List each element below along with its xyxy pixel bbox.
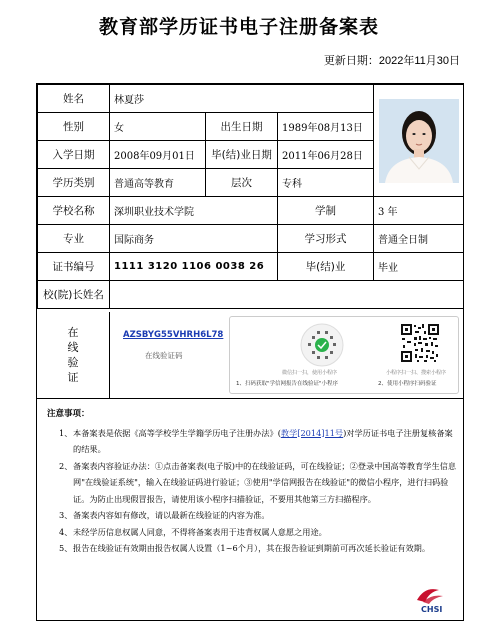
chsi-logo-icon	[413, 584, 453, 614]
value-entry: 2008年09月01日	[110, 141, 206, 169]
label-grad-status: 毕(结)业	[278, 253, 374, 281]
value-gender: 女	[110, 113, 206, 141]
search-hint: 小程序扫一扫、搜索小程序	[386, 370, 447, 376]
record-frame	[36, 83, 464, 621]
label-study-form: 学习形式	[278, 225, 374, 253]
verify-step-2: 2、使用小程序扫码验证	[378, 381, 437, 387]
label-gender: 性别	[38, 113, 110, 141]
regulation-link[interactable]: 教学[2014]11号	[280, 427, 344, 438]
update-date: 更新日期：2022年11月30日	[323, 55, 460, 67]
wechat-mini-program-code-icon	[300, 323, 344, 367]
value-edu-type: 普通高等教育	[110, 169, 206, 197]
label-birth: 出生日期	[206, 113, 278, 141]
mini-program-hint: 微信扫一扫，使用小程序	[282, 370, 338, 376]
page-title: 教育部学历证书电子注册备案表	[98, 16, 379, 38]
label-grad-date: 毕(结)业日期	[206, 141, 278, 169]
value-study-form: 普通全日制	[374, 225, 464, 253]
label-school: 学校名称	[38, 197, 110, 225]
value-major: 国际商务	[110, 225, 278, 253]
value-name: 林夏莎	[110, 85, 374, 113]
value-school: 深圳职业技术学院	[110, 197, 278, 225]
svg-text:CHSI: CHSI	[421, 605, 443, 614]
value-level: 专科	[278, 169, 374, 197]
label-principal: 校(院)长姓名	[38, 281, 110, 309]
label-name: 姓名	[38, 85, 110, 113]
label-edu-type: 学历类别	[38, 169, 110, 197]
verify-step-1: 1、扫码获取"学信网报告在线验证"小程序	[236, 381, 339, 387]
label-duration: 学制	[278, 197, 374, 225]
online-verify-row	[37, 312, 463, 399]
label-major: 专业	[38, 225, 110, 253]
note-item-1: 1、 本备案表是依据《高等学校学生学籍学历电子注册办法》(教学[2014]11号)对学历证书电子注册复核备案的结果。	[59, 427, 453, 454]
verify-code-link[interactable]: AZSBYG55VHRH6L78	[123, 330, 224, 340]
label-level: 层次	[206, 169, 278, 197]
value-duration: 3 年	[374, 197, 464, 225]
value-grad-status: 毕业	[374, 253, 464, 281]
verify-code-caption: 在线验证码	[145, 351, 183, 360]
notes-section	[47, 406, 457, 557]
note-item-5: 5、 报告在线验证有效期由报告权属人设置（1~6个月），其在报告验证到期前可再次延长验证有效期。	[59, 543, 431, 553]
label-online-verify: 在 线 验 证	[37, 312, 110, 398]
qr-code-icon	[400, 323, 440, 363]
value-principal	[110, 281, 464, 309]
label-entry: 入学日期	[38, 141, 110, 169]
note-item-2: 2、 备案表内容验证办法：①点击备案表(电子版)中的在线验证码，可在线验证；②登录中国高等教育学生信息网"在线验证系统"，输入在线验证码进行验证；③使用"学信网报告在线验证"的微信小程序，进行扫码验证。为防止出现假冒报告，请使用该小程序扫描验证，不要用其他第三方扫描程序。	[59, 460, 457, 504]
value-grad-date: 2011年06月28日	[278, 141, 374, 169]
label-cert-no: 证书编号	[38, 253, 110, 281]
value-birth: 1989年08月13日	[278, 113, 374, 141]
notes-heading: 注意事项：	[47, 409, 90, 419]
note-item-4: 4、 未经学历信息权属人同意，不得将备案表用于违背权属人意愿之用途。	[59, 526, 327, 537]
qr-panel	[229, 316, 459, 394]
value-cert-no: 1111 3120 1106 0038 26	[110, 253, 278, 281]
student-photo	[374, 85, 464, 197]
info-table	[37, 84, 464, 309]
note-item-3: 3、 备案表内容如有修改，请以最新在线验证的内容为准。	[59, 510, 270, 520]
